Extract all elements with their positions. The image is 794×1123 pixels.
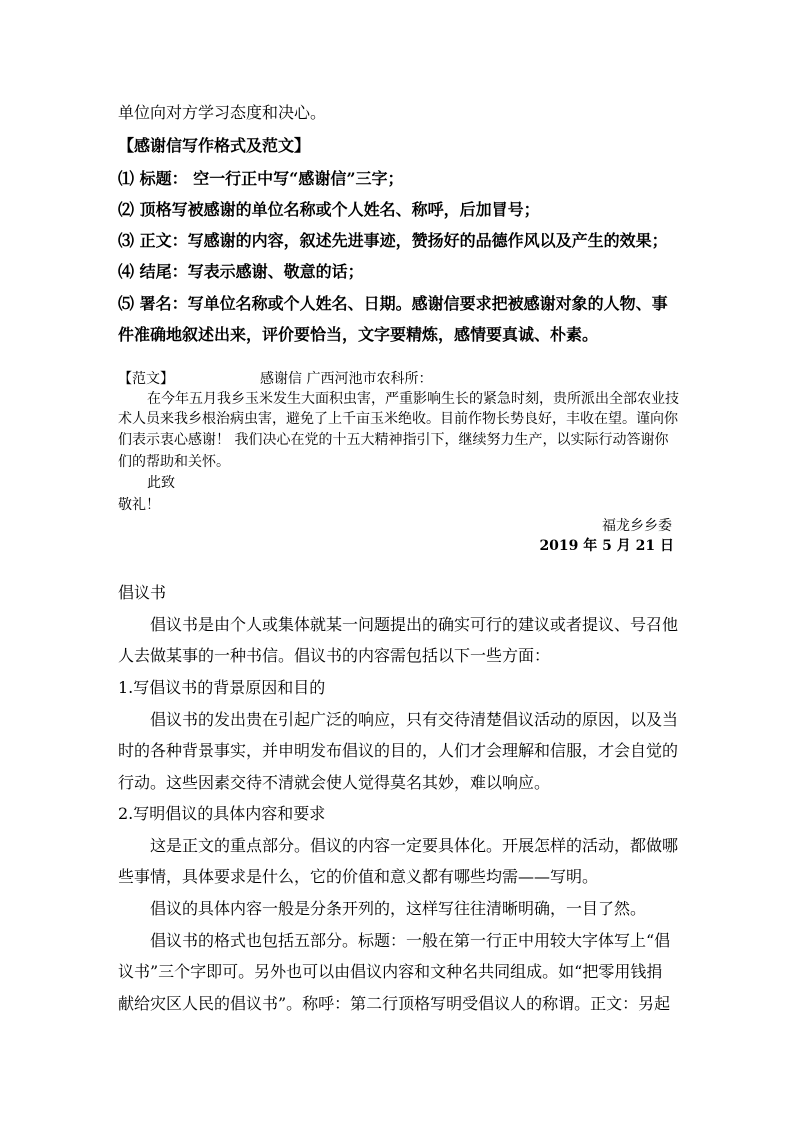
para-line-8: 倡议的具体内容一般是分条开列的，这样写往往清晰明确，一目了然。	[150, 899, 647, 918]
format-item-4: ⑷ 结尾：写表示感谢、敬意的话；	[118, 262, 364, 281]
section-heading: 【感谢信写作格式及范文】	[118, 136, 311, 155]
example-label: 【范文】	[118, 371, 174, 387]
para-line-5: 行动。这些因素交待不清就会使人觉得莫名其妙，难以响应。	[118, 773, 551, 792]
example-body-2: 术人员来我乡根治病虫害，避免了上千亩玉米绝收。目前作物长势良好，丰收在望。谨向你	[118, 411, 678, 427]
example-body-4: 们的帮助和关怀。	[118, 454, 230, 470]
subheading-2: 2.写明倡议的具体内容和要求	[118, 804, 326, 823]
format-item-2: ⑵ 顶格写被感谢的单位名称或个人姓名、称呼，后加冒号；	[118, 200, 540, 219]
example-body-1: 在今年五月我乡玉米发生大面积虫害，严重影响生长的紧急时刻，贵所派出全部农业技	[147, 391, 679, 407]
format-item-5: ⑸ 署名：写单位名称或个人姓名、日期。感谢信要求把被感谢对象的人物、事	[118, 294, 668, 313]
para-line-9: 倡议书的格式也包括五部分。标题：一般在第一行正中用较大字体写上“倡	[150, 931, 671, 950]
proposal-title: 倡议书	[118, 583, 167, 602]
para-line-3: 倡议书的发出贵在引起广泛的响应，只有交待清楚倡议活动的原因，以及当	[150, 710, 679, 729]
para-line-6: 这是正文的重点部分。倡议的内容一定要具体化。开展怎样的活动，都做哪	[150, 836, 679, 855]
para-line-7: 些事情，具体要求是什么，它的价值和意义都有哪些均需——写明。	[118, 867, 599, 886]
example-title-line: 感谢信 广西河池市农科所：	[260, 371, 433, 387]
format-item-5-cont: 件准确地叙述出来，评价要恰当，文字要精炼，感情要真诚、朴素。	[118, 325, 599, 344]
intro-line: 单位向对方学习态度和决心。	[118, 103, 327, 122]
para-line-11: 献给灾区人民的倡议书”。称呼：第二行顶格写明受倡议人的称谓。正文：另起	[118, 994, 671, 1013]
signature-date: 2019 年 5 月 21 日	[539, 538, 674, 554]
para-line-2: 人去做某事的一种书信。倡议书的内容需包括以下一些方面：	[118, 646, 551, 665]
format-item-1: ⑴ 标题： 空一行正中写“感谢信”三字；	[118, 169, 404, 188]
para-line-10: 议书”三个字即可。另外也可以由倡议内容和文种名共同组成。如“把零用钱捐	[118, 962, 663, 981]
subheading-1: 1.写倡议书的背景原因和目的	[118, 678, 326, 697]
example-body-3: 们表示衷心感谢！ 我们决心在党的十五大精神指引下，继续努力生产，以实际行动答谢你	[118, 432, 669, 448]
para-line-1: 倡议书是由个人或集体就某一问题提出的确实可行的建议或者提议、号召他	[150, 615, 679, 634]
closing-regards: 敬礼！	[118, 497, 160, 513]
signer: 福龙乡乡委	[602, 518, 672, 534]
para-line-4: 时的各种背景事实，并申明发布倡议的目的，人们才会理解和信服，才会自觉的	[118, 741, 679, 760]
closing-salutation: 此致	[147, 475, 175, 491]
format-item-3: ⑶ 正文：写感谢的内容，叙述先进事迹，赞扬好的品德作风以及产生的效果；	[118, 231, 668, 250]
